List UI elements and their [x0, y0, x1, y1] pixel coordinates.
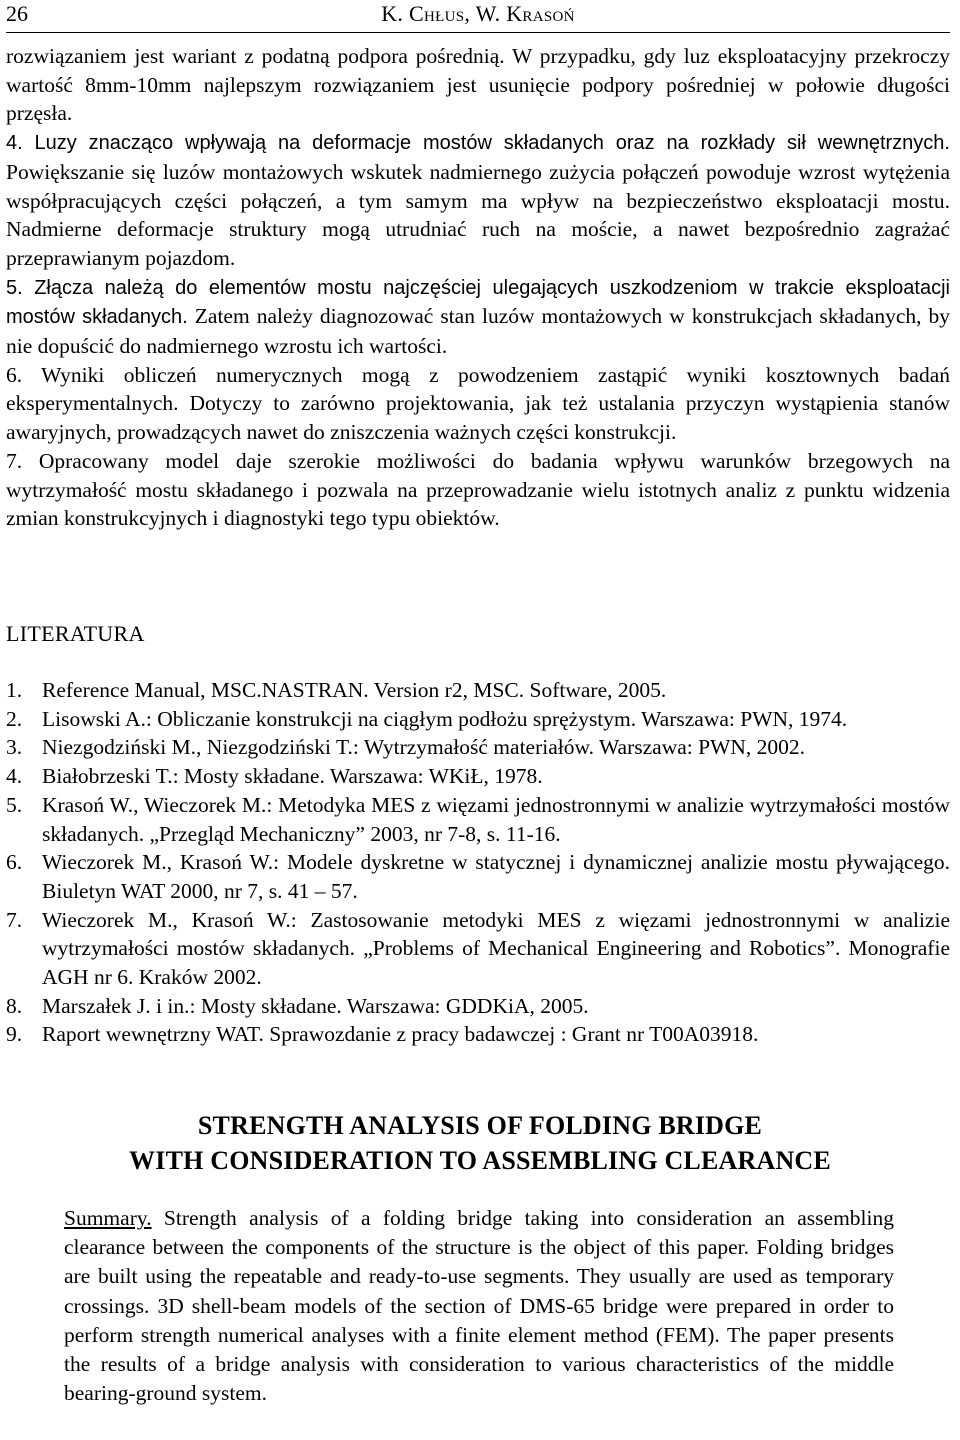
running-title: K. Chłus, W. Krasoń [381, 1, 575, 26]
conclusion-4-sans: 4. Luzy znacząco wpływają na deformacje mostów składanych oraz na rozkłady sił wewnętrznych. [6, 132, 950, 155]
reference-text: Krasoń W., Wieczorek M.: Metodyka MES z więzami jednostronnymi w analizie wytrzymałości mostów składanych. „Przegląd Mechaniczny” 2003, nr 7-8, s. 11-16. [42, 792, 950, 846]
page-number: 26 [6, 1, 28, 26]
reference-number: 9. [6, 1022, 23, 1047]
english-summary [64, 1204, 894, 1408]
page-header [6, 0, 950, 30]
reference-number: 2. [6, 706, 23, 731]
conclusion-4-rest: Powiększanie się luzów montażowych wskutek nadmiernego zużycia połączeń powoduje wzrost wytężenia współpracujących części połączeń, a tym samym ma wpływ na bezpieczeństwo eksploatacji mostu. Nadmierne deformacje struktury mogą utrudniać ruch na moście, a nawet bezpośrednio zagrażać przeprawianym pojazdom. [6, 159, 950, 270]
conclusion-continuation: rozwiązaniem jest wariant z podatną podpora pośrednią. W przypadku, gdy luz eksploatacyjny przekroczy wartość 8mm-10mm najlepszym rozwiązaniem jest usunięcie podpory pośredniej w połowie długości przęsła. [6, 44, 950, 126]
reference-text: Białobrzeski T.: Mosty składane. Warszawa: WKiŁ, 1978. [42, 764, 543, 789]
conclusion-6: 6. Wyniki obliczeń numerycznych mogą z powodzeniem zastąpić wyniki kosztownych badań eksperymentalnych. Dotyczy to zarówno projektowania, jak też ustalania przyczyn wystąpienia stanów awaryjnych, prowadzących nawet do zniszczenia ważnych części konstrukcji. [6, 362, 950, 445]
conclusion-5-sans: 5. Złącza należą do elementów mostu najczęściej ulegających uszkodzeniom w trakcie eksploatacji mostów składanych. [6, 276, 950, 329]
reference-text: Marszałek J. i in.: Mosty składane. Warszawa: GDDKiA, 2005. [42, 993, 589, 1018]
references-heading: LITERATURA [6, 621, 145, 646]
reference-number: 3. [6, 735, 23, 760]
reference-text: Niezgodziński M., Niezgodziński T.: Wytrzymałość materiałów. Warszawa: PWN, 2002. [42, 735, 806, 760]
reference-number: 8. [6, 993, 23, 1018]
conclusion-7: 7. Opracowany model daje szerokie możliwości do badania wpływu warunków brzegowych na wytrzymałość mostu składanego i pozwala na przeprowadzanie wielu istotnych analiz z punktu widzenia zmian konstrukcyjnych i diagnostyki tego typu obiektów. [6, 448, 950, 531]
reference-item [6, 676, 950, 705]
conclusions-section [6, 42, 950, 533]
reference-number: 1. [6, 678, 23, 702]
reference-number: 6. [6, 850, 23, 875]
reference-item [6, 733, 950, 762]
summary-text: Strength analysis of a folding bridge taking into consideration an assembling clearance between the components of the structure is the object of this paper. Folding bridges are built using the repeatable and ready-to-use segments. They usually are used as temporary crossings. 3D shell-beam models of the section of DMS-65 bridge were prepared in order to perform strength numerical analyses with a finite element method (FEM). The paper presents the results of a bridge analysis with consideration to various characteristics of the middle bearing-ground system. [64, 1206, 894, 1406]
conclusion-4 [6, 128, 950, 273]
reference-item [6, 906, 950, 992]
reference-text: Raport wewnętrzny WAT. Sprawozdanie z pracy badawczej : Grant nr T00A03918. [42, 1022, 759, 1047]
header-rule [6, 32, 950, 33]
reference-item [6, 848, 950, 905]
english-title-line-2: WITH CONSIDERATION TO ASSEMBLING CLEARANCE [129, 1146, 831, 1175]
reference-item [6, 762, 950, 791]
references-list [6, 676, 950, 1049]
conclusion-5-rest: Zatem należy diagnozować stan luzów montażowych w konstrukcjach składanych, by nie dopuścić do nadmiernego wzrostu ich wartości. [6, 304, 951, 359]
reference-number: 5. [6, 792, 23, 817]
reference-item [6, 705, 950, 734]
conclusion-5 [6, 273, 950, 361]
reference-text: Wieczorek M., Krasoń W.: Modele dyskretne w statycznej i dynamicznej analizie mostu pływającego. Biuletyn WAT 2000, nr 7, s. 41 – 57. [42, 850, 950, 903]
reference-item [6, 992, 950, 1021]
english-title-line-1: STRENGTH ANALYSIS OF FOLDING BRIDGE [197, 1111, 763, 1140]
summary-label: Summary. [64, 1206, 152, 1230]
reference-number: 4. [6, 764, 23, 789]
reference-text: Lisowski A.: Obliczanie konstrukcji na ciągłym podłożu sprężystym. Warszawa: PWN, 1974. [42, 706, 848, 731]
reference-text: Wieczorek M., Krasoń W.: Zastosowanie metodyki MES z więzami jednostronnymi w analizie wytrzymałości mostów składanych. „Problems of Mechanical Engineering and Robotics”. Monografie AGH nr 6. Kraków 2002. [42, 907, 950, 990]
reference-item [6, 791, 950, 848]
reference-item [6, 1020, 950, 1049]
reference-text: Reference Manual, MSC.NASTRAN. Version r2, MSC. Software, 2005. [42, 678, 667, 702]
reference-number: 7. [6, 907, 23, 932]
english-title [0, 1108, 960, 1178]
